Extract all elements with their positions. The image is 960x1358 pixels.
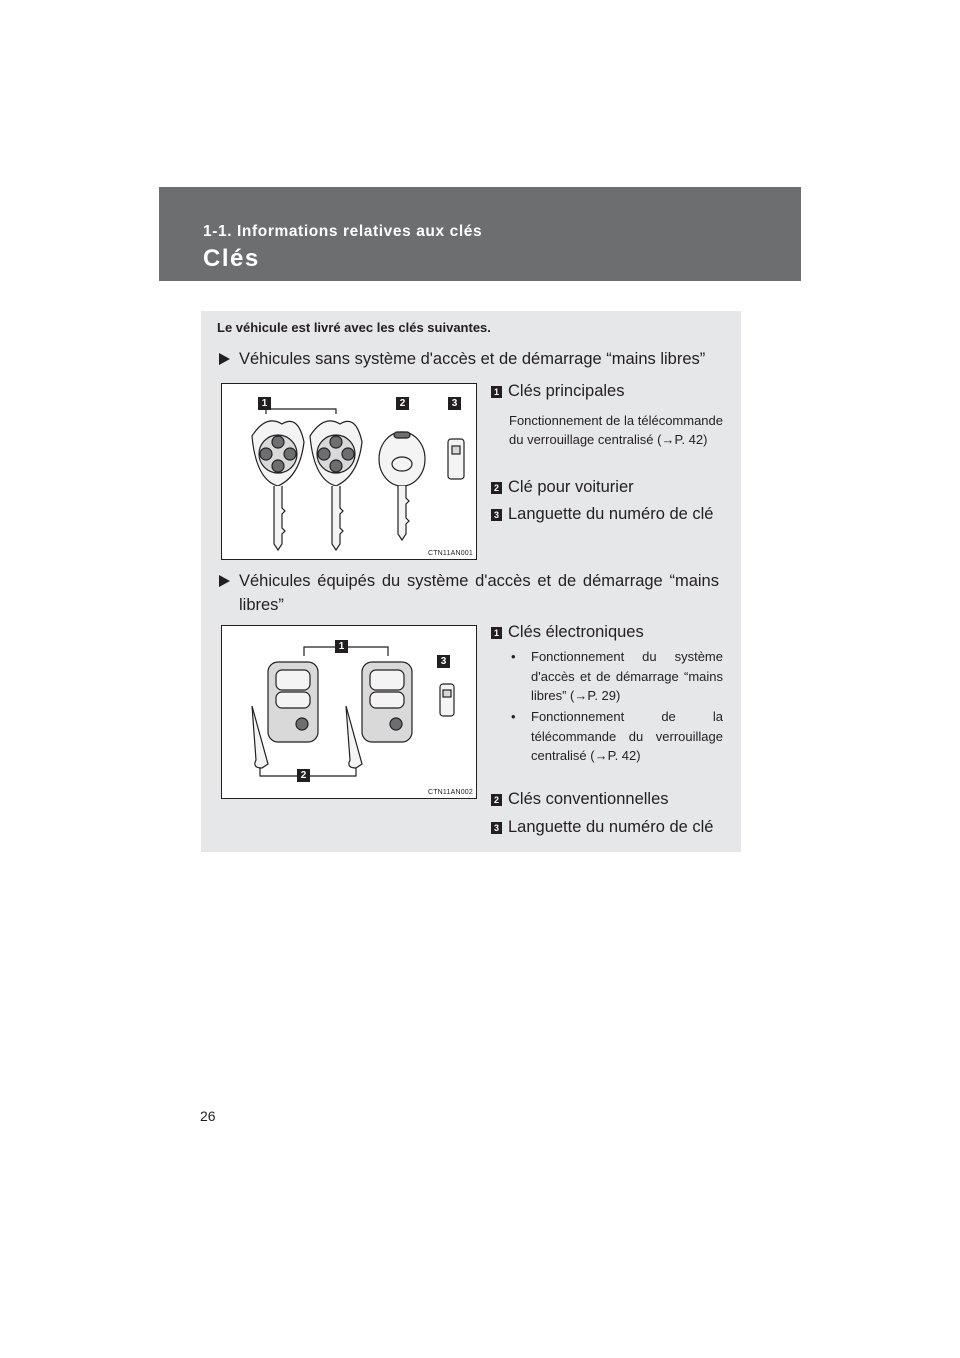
group2-item-2 xyxy=(491,788,669,810)
item-number-badge: 2 xyxy=(491,482,502,494)
callout-1: 1 xyxy=(258,397,271,410)
intro-text: Le véhicule est livré avec les clés suivantes. xyxy=(217,320,491,335)
group2-item-1 xyxy=(491,621,644,643)
page-title: Clés xyxy=(203,245,260,272)
item-number-badge: 1 xyxy=(491,627,502,639)
group2-item-1-sub-1: • Fonctionnement du système d'accès et de démarrage “mains libres” (→P. 29) xyxy=(511,649,723,703)
callout-2: 2 xyxy=(297,769,310,782)
callout-3: 3 xyxy=(437,655,450,668)
keys-drawing-1 xyxy=(222,384,476,559)
item-label: Clé pour voiturier xyxy=(508,478,634,496)
keys-illustration-1 xyxy=(221,383,477,560)
item-number-badge: 3 xyxy=(491,822,502,834)
image-caption: CTN11AN001 xyxy=(427,550,473,557)
content-panel xyxy=(201,311,741,852)
section-title: 1-1. Informations relatives aux clés xyxy=(203,223,483,240)
keys-illustration-2 xyxy=(221,625,477,799)
item-number-badge: 3 xyxy=(491,509,502,521)
item-label: Languette du numéro de clé xyxy=(508,505,714,523)
item-number-badge: 2 xyxy=(491,794,502,806)
item-label: Clés électroniques xyxy=(508,623,644,641)
group2-heading: Véhicules équipés du système d'accès et de démarrage “mains libres” xyxy=(219,569,719,617)
group2-item-1-sub-2: • Fonctionnement de la télécommande du verrouillage centralisé (→P. 42) xyxy=(511,709,723,763)
item-label: Clés conventionnelles xyxy=(508,790,669,808)
callout-2: 2 xyxy=(396,397,409,410)
item-label: Clés principales xyxy=(508,382,625,400)
group2-item-3 xyxy=(491,816,714,838)
group1-item-1-desc: Fonctionnement de la télécommande du verrouillage centralisé (→P. 42) xyxy=(509,413,723,447)
group1-item-1 xyxy=(491,380,624,402)
callout-3: 3 xyxy=(448,397,461,410)
image-caption: CTN11AN002 xyxy=(427,789,473,796)
callout-1: 1 xyxy=(335,640,348,653)
item-number-badge: 1 xyxy=(491,386,502,398)
group1-item-2 xyxy=(491,476,634,498)
bullet-triangle-icon xyxy=(219,575,230,587)
group1-item-3 xyxy=(491,503,714,525)
chapter-header xyxy=(159,187,801,281)
group1-heading: Véhicules sans système d'accès et de démarrage “mains libres” xyxy=(219,347,719,371)
page-number: 26 xyxy=(200,1108,216,1124)
item-label: Languette du numéro de clé xyxy=(508,818,714,836)
bullet-triangle-icon xyxy=(219,353,230,365)
keys-drawing-2 xyxy=(222,626,476,798)
